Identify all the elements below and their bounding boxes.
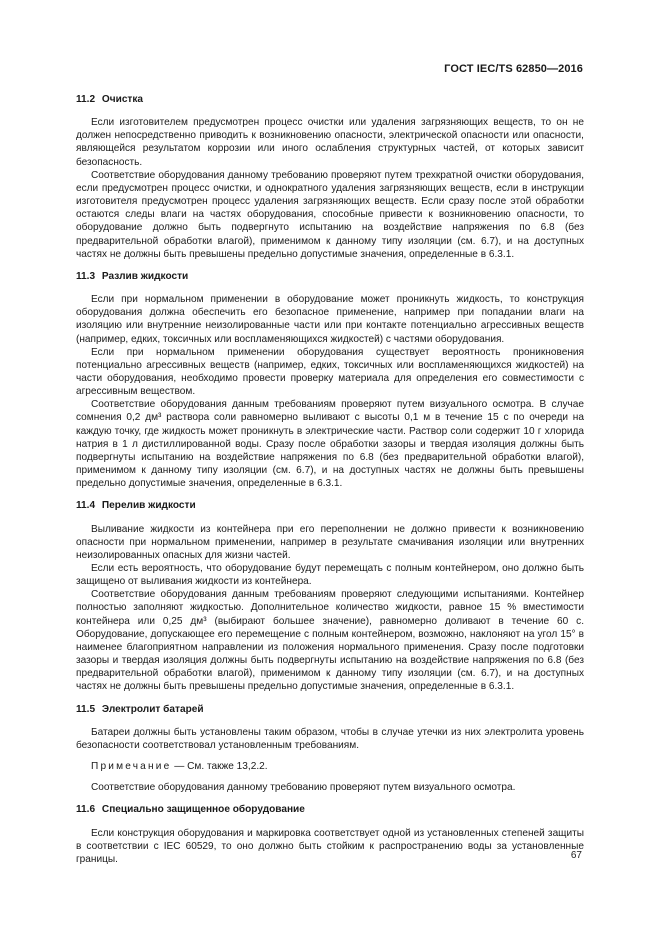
section-heading [76,703,584,716]
section-number: 11.6 [76,804,96,816]
paragraph: Соответствие оборудования данному требованию проверяют путем визуального осмотра. [91,782,516,794]
section-title: Специально защищенное оборудование [101,804,305,816]
section-heading [76,270,584,283]
section-number: 11.4 [76,500,96,512]
paragraph: Если есть вероятность, что оборудование будут перемещать с полным контейнером, оно должно быть защищено от выливания жидкости из контейнера. [76,563,584,588]
standard-code: ГОСТ IEC/TS 62850—2016 [444,63,583,75]
document-body [76,93,584,866]
note-text: — См. также 13,2.2. [171,761,268,773]
section-heading [76,803,584,816]
section-heading [76,499,584,512]
paragraph: Соответствие оборудования данным требованиям проверяют путем визуального осмотра. В случае сомнения 0,2 дм³ раствора соли равномерно выливают с высоты 0,1 м в течение 15 с по очереди на каждую точку, где жидкость может проникнуть в электрические части. Раствор соли содержит 10 г хлорида натрия в 1 л дистиллированной воды. Сразу после обработки зазоры и твердая изоляция должны быть подвергнуты испытанию на воздействие напряжения по 6.8 (без предварительной обработки влагой), применимом к данному типу изоляции (см. 6.7), и на доступных частях не должны быть превышены предельно допустимые значения, определенные в 6.3.1. [76,399,584,490]
section-heading [76,93,584,106]
paragraph: Если при нормальном применении оборудования существует вероятность проникновения потенциально агрессивных веществ (например, едких, токсичных или воспламеняющихся жидкостей) на части оборудования, необходимо провести проверку материала для определения его совместимости с агрессивным веществом. [76,346,584,398]
paragraph: Если изготовителем предусмотрен процесс очистки или удаления загрязняющих веществ, то он не должен непосредственно приводить к возникновению опасности, электрической опасности или опасности, являющейся результатом коррозии или иного ослабления структурных частей, от которых зависит безопасность. [76,117,584,168]
paragraph: Если конструкция оборудования и маркировка соответствует одной из установленных степеней защиты в соответствии с IEC 60529, то оно должно быть стойким к распространению воды за установленные границы. [76,827,584,865]
paragraph: Выливание жидкости из контейнера при его переполнении не должно привести к возникновению опасности при нормальном применении, например в результате смачивания изоляции или внутренних неизолированных опасных для жизни частей. [76,523,584,561]
section-title: Перелив жидкости [101,500,196,512]
note-label: Примечание [91,761,172,773]
section-title: Разлив жидкости [101,270,189,282]
note [76,760,584,773]
paragraph: Если при нормальном применении в оборудование может проникнуть жидкость, то конструкция оборудования должна обеспечить его безопасное применение, например при попадании влаги на изоляцию или внутренние неизолированные части или при контакте потенциально агрессивных веществ (например, едких, токсичных или воспламеняющихся жидкостей) с частями оборудования. [76,294,584,345]
section-number: 11.2 [76,94,96,105]
section-number: 11.3 [76,270,96,282]
section-title: Электролит батарей [101,703,204,715]
paragraph: Соответствие оборудования данным требованиям проверяют следующими испытаниями. Контейнер полностью заполняют жидкостью. Дополнительное количество жидкости, равное 15 % вместимости контейнера или 0,25 дм³ (выбирают большее значение), равномерно доливают в течение 60 с. Оборудование, допускающее его перемещение с полным контейнером, возможно, наклоняют на угол 15° в наименее благоприятном направлении из положения нормального применения. Сразу после подготовки зазоры и твердая изоляция должны быть подвергнуты испытанию на воздействие напряжения по 6.8 (без предварительной обработки влагой), применимом к данному типу изоляции (см. 6.7), и на доступных частях не должны быть превышены предельно допустимые значения, определенные в 6.3.1. [76,589,584,693]
page-number: 67 [570,850,582,861]
paragraph: Батареи должны быть установлены таким образом, чтобы в случае утечки из них электролита уровень безопасности соответствовал установленным требованиям. [76,726,584,751]
section-number: 11.5 [76,703,96,715]
paragraph: Соответствие оборудования данному требованию проверяют путем трехкратной очистки оборудования, если предусмотрен процесс очистки, и однократного удаления загрязняющих веществ, если в инструкции изготовителя предусмотрен процесс удаления загрязняющих веществ. Если сразу после этой обработки остаются следы влаги на частях оборудования, способные привести к возникновению опасности, то оборудование должно быть подвергнуто испытанию на воздействие напряжения по 6.8 (без предварительной обработки влагой), применимом к данному типу изоляции (см. 6.7), и на доступных частях не должны быть превышены предельно допустимые значения, определенные в 6.3.1. [76,169,584,260]
section-title: Очистка [101,94,144,105]
